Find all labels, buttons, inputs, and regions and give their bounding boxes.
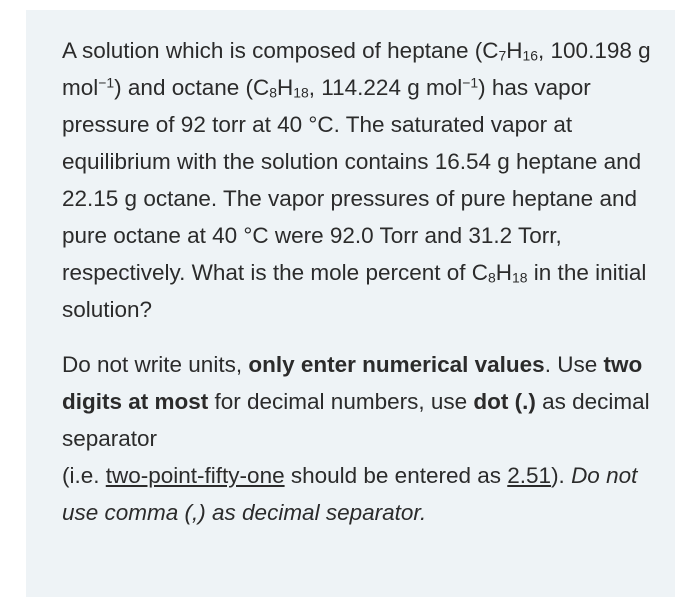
example-words: two-point-fifty-one [105, 463, 285, 488]
example-number: 2.51 [507, 463, 552, 488]
question-text: A solution which is composed of heptane ($C_7H_{16}$, 100.198 g mol$^{-1}$) and octane ($C_8H_{18}$, 114.224 g mol$^{-1}$) has vapor pressure of 92 torr at 40 °C. The saturated vapor at equilibrium with the solution contains 16.54 g heptane and 22.15 g octane. The vapor pressures of pure heptane and pure octane at 40 °C were 92.0 Torr and 31.2 Torr, respectively. What is the mole percent of $C_8H_{18}$ in the initial solution? [62, 38, 651, 322]
bold-two-digits: two digits at most [62, 352, 643, 414]
bold-dot: dot (.) [473, 389, 536, 414]
bold-numerical-values: only enter numerical values [248, 352, 545, 377]
question-card [26, 10, 675, 597]
comma-warning: Do not use comma (,) as decimal separator. [62, 463, 638, 525]
question-content [62, 32, 662, 531]
answer-instructions: Do not write units, only enter numerical values. Use two digits at most for decimal numbers, use dot (.) as decimal separator (i.e. two-point-fifty-one should be entered as 2.51). Do not use comma (,) as decimal separator. [62, 352, 650, 525]
